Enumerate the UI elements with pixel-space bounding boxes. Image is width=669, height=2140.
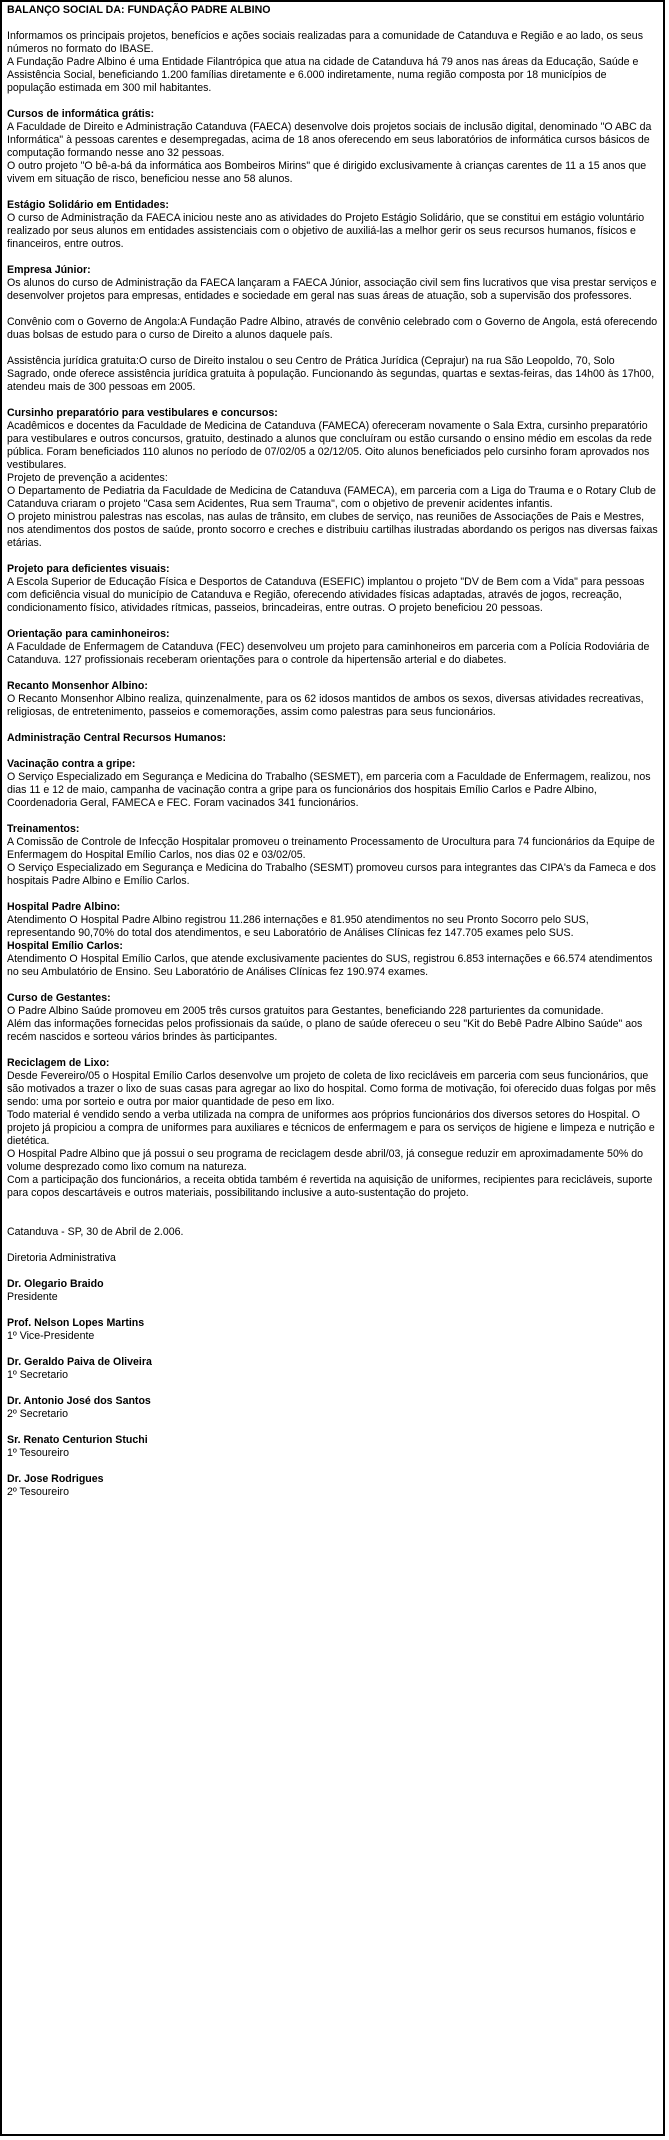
signatory-role: 1º Tesoureiro [7,1447,69,1459]
section-paragraph: A Comissão de Controle de Infecção Hospitalar promoveu o treinamento Processamento de Urocultura para 74 funcionários da Equipe de Enfermagem do Hospital Emílio Carlos, nos dias 02 e 03/02/05. [7,836,655,861]
section-paragraph: Acadêmicos e docentes da Faculdade de Medicina de Catanduva (FAMECA) ofereceram novamente o Sala Extra, cursinho preparatório para vestibulares e outros concursos, gratuito, destinado a alunos que concluíram ou estão cursando o ensino médio em escolas da rede pública. Foram beneficiados 110 alunos no período de 07/02/05 a 02/12/05. Oito alunos beneficiados pelo cursinho foram aprovados nos vestibulares. [7,420,652,471]
section-paragraph: A Faculdade de Direito e Administração Catanduva (FAECA) desenvolve dois projetos sociais de inclusão digital, denominado "O ABC da Informática" à pessoas carentes e desempregadas, acima de 18 anos oferecendo em seus laboratórios de informática cursos básicos de computação formando nesse ano 32 pessoas. [7,121,652,159]
section-heading: Empresa Júnior: [7,264,91,276]
section-paragraph: A Escola Superior de Educação Física e Desportos de Catanduva (ESEFIC) implantou o projeto "DV de Bem com a Vida" para pessoas com deficiência visual do município de Catanduva e Região, oferecendo atividades físicas adaptadas, através de jogos, recreação, condicionamento físico, atividades rítmicas, passeios, brincadeiras, entre outras. O projeto beneficiou 20 pessoas. [7,576,645,614]
signatory-role: 2º Secretario [7,1408,68,1420]
section-paragraph: Todo material é vendido sendo a verba utilizada na compra de uniformes aos próprios funcionários dos diversos setores do Hospital. O projeto já propiciou a compra de uniformes para auxiliares e técnicos de enfermagem e para os serviços de higiene e limpeza e nutrição e dietética. [7,1109,655,1147]
section-paragraph: O Recanto Monsenhor Albino realiza, quinzenalmente, para os 62 idosos mantidos de ambos os sexos, diversas atividades recreativas, religiosas, de entretenimento, passeios e comemorações, assim como palestras para seus funcionários. [7,693,644,718]
section-paragraph: Os alunos do curso de Administração da FAECA lançaram a FAECA Júnior, associação civil sem fins lucrativos que visa prestar serviços e desenvolver projetos para empresas, entidades e sociedade em geral nas suas áreas de atuação, sob a supervisão dos professores. [7,277,657,302]
section-paragraph: Convênio com o Governo de Angola:A Fundação Padre Albino, através de convênio celebrado com o Governo de Angola, está oferecendo duas bolsas de estudo para o curso de Direito a alunos daquele país. [7,316,658,341]
section-paragraph: O curso de Administração da FAECA iniciou neste ano as atividades do Projeto Estágio Solidário, que se constitui em estágio voluntário realizado por seus alunos em entidades assistenciais com o objetivo de auxiliá-las a melhor gerir os seus recursos humanos, físicos e financeiros, entre outros. [7,212,645,250]
section-paragraph: O Departamento de Pediatria da Faculdade de Medicina de Catanduva (FAMECA), em parceria com a Liga do Trauma e o Rotary Club de Catanduva criaram o projeto "Casa sem Acidentes, Rua sem Trauma", com o objetivo de prevenir acidentes infantis. [7,485,656,510]
section-paragraph: A Faculdade de Enfermagem de Catanduva (FEC) desenvolveu um projeto para caminhoneiros em parceria com a Polícia Rodoviária de Catanduva. 127 profissionais receberam orientações para o controle da hipertensão arterial e do diabetes. [7,641,650,666]
signatory-role: 1º Secretario [7,1369,68,1381]
signatory-role: Presidente [7,1291,58,1303]
signatory [7,1473,658,1499]
section-paragraph: Atendimento O Hospital Padre Albino registrou 11.286 internações e 81.950 atendimentos no seu Pronto Socorro pelo SUS, representando 90,70% do total dos atendimentos, e seu Laboratório de Análises Clínicas fez 147.705 exames pelo SUS. [7,914,589,939]
signatory-name: Dr. Jose Rodrigues [7,1473,104,1485]
signatory [7,1395,658,1421]
section [7,758,658,810]
section [7,355,658,394]
section [7,823,658,888]
section-heading: Cursos de informática grátis: [7,108,155,120]
section-heading: Reciclagem de Lixo: [7,1057,110,1069]
section-heading: Treinamentos: [7,823,80,835]
section [7,628,658,667]
section-paragraph: O Padre Albino Saúde promoveu em 2005 três cursos gratuitos para Gestantes, beneficiando 228 parturientes da comunidade. [7,1005,604,1017]
place-date: Catanduva - SP, 30 de Abril de 2.006. [7,1226,184,1238]
signatory-role: 1º Vice-Presidente [7,1330,95,1342]
section-subheading: Hospital Emílio Carlos: [7,940,123,952]
section-heading: Hospital Padre Albino: [7,901,121,913]
board-title: Diretoria Administrativa [7,1252,116,1264]
signatory-name: Dr. Geraldo Paiva de Oliveira [7,1356,152,1368]
signatory-name: Sr. Renato Centurion Stuchi [7,1434,148,1446]
section [7,680,658,719]
signatory-role: 2º Tesoureiro [7,1486,69,1498]
intro-paragraph: A Fundação Padre Albino é uma Entidade Filantrópica que atua na cidade de Catanduva há 79 anos nas áreas da Educação, Saúde e Assistência Social, beneficiando 1.200 famílias diretamente e 6.000 indiretamente, numa região composta por 18 municípios de população estimada em 300 mil habitantes. [7,56,639,94]
intro-paragraph: Informamos os principais projetos, benefícios e ações sociais realizadas para a comunidade de Catanduva e Região e ao lado, os seus números no formato do IBASE. [7,30,643,55]
section [7,901,658,979]
section-paragraph: Assistência jurídica gratuita:O curso de Direito instalou o seu Centro de Prática Jurídica (Ceprajur) na rua São Leopoldo, 70, Solo Sagrado, onde oferece assistência jurídica gratuita à população. Funcionando às segundas, quartas e sextas-feiras, das 14h00 às 17h00, atendeu mais de 300 pessoas em 2005. [7,355,655,393]
signatory [7,1317,658,1343]
section [7,1057,658,1200]
section-heading: Curso de Gestantes: [7,992,111,1004]
section [7,407,658,550]
sections-block [7,108,658,1200]
document-content [2,2,663,1499]
section [7,264,658,303]
section [7,992,658,1044]
section-paragraph: Desde Fevereiro/05 o Hospital Emílio Carlos desenvolve um projeto de coleta de lixo recicláveis em parceria com seus funcionários, que são motivados a trazer o lixo de suas casas para agregar ao lixo do hospital. Como forma de motivação, foi oferecido duas folgas por mês sendo: uma por sorteio e outra por maior quantidade de peso em lixo. [7,1070,656,1108]
signatory-name: Dr. Antonio José dos Santos [7,1395,151,1407]
section-heading: Vacinação contra a gripe: [7,758,136,770]
signatory-name: Dr. Olegario Braido [7,1278,104,1290]
section-paragraph: O Serviço Especializado em Segurança e Medicina do Trabalho (SESMT) promoveu cursos para integrantes das CIPA's da Fameca e dos hospitais Padre Albino e Emílio Carlos. [7,862,656,887]
signatory-name: Prof. Nelson Lopes Martins [7,1317,145,1329]
section [7,316,658,342]
section-heading: Orientação para caminhoneiros: [7,628,170,640]
section [7,563,658,615]
section-paragraph: O Serviço Especializado em Segurança e Medicina do Trabalho (SESMET), em parceria com a Faculdade de Enfermagem, realizou, nos dias 11 e 12 de maio, campanha de vacinação contra a gripe para os funcionários dos hospitais Emílio Carlos e Padre Albino, Coordenadoria Geral, FAMECA e FEC. Foram vacinados 341 funcionários. [7,771,651,809]
document-title: BALANÇO SOCIAL DA: FUNDAÇÃO PADRE ALBINO [7,4,271,16]
intro-block [7,30,658,95]
signatory [7,1278,658,1304]
section-heading: Cursinho preparatório para vestibulares e concursos: [7,407,278,419]
section-heading: Estágio Solidário em Entidades: [7,199,169,211]
section-paragraph: Com a participação dos funcionários, a receita obtida também é revertida na aquisição de uniformes, recipientes para recicláveis, suporte para copos descartáveis e outros materiais, possibilitando inclusive a auto-sustentação do projeto. [7,1174,653,1199]
section-paragraph: O Hospital Padre Albino que já possui o seu programa de reciclagem desde abril/03, já consegue reduzir em aproximadamente 50% do volume desprezado como lixo comum na natureza. [7,1148,643,1173]
section [7,108,658,186]
section-paragraph: Além das informações fornecidas pelos profissionais da saúde, o plano de saúde ofereceu o seu "Kit do Bebê Padre Albino Saúde" aos recém nascidos e sorteou vários brindes às participantes. [7,1018,643,1043]
signatories-block [7,1278,658,1499]
section-paragraph: O outro projeto "O bê-a-bá da informática aos Bombeiros Mirins" que é dirigido exclusivamente à crianças carentes de 11 a 15 anos que vivem em situação de risco, beneficiou nesse ano 58 alunos. [7,160,647,185]
section [7,732,658,745]
section-heading: Administração Central Recursos Humanos: [7,732,226,744]
section-paragraph: Projeto de prevenção a acidentes: [7,472,168,484]
section-heading: Projeto para deficientes visuais: [7,563,170,575]
section [7,199,658,251]
signatory [7,1356,658,1382]
signatory [7,1434,658,1460]
section-paragraph: O projeto ministrou palestras nas escolas, nas aulas de trânsito, em clubes de serviço, nas reuniões de Associações de Pais e Mestres, nos atendimentos dos postos de saúde, pronto socorro e creches e distribuiu cartilhas ilustradas abordando os perigos nas diversas faixas etárias. [7,511,658,549]
section-paragraph: Atendimento O Hospital Emílio Carlos, que atende exclusivamente pacientes do SUS, registrou 6.853 internações e 66.574 atendimentos no seu Ambulatório de Ensino. Seu Laboratório de Análises Clínicas fez 190.974 exames. [7,953,653,978]
section-heading: Recanto Monsenhor Albino: [7,680,148,692]
